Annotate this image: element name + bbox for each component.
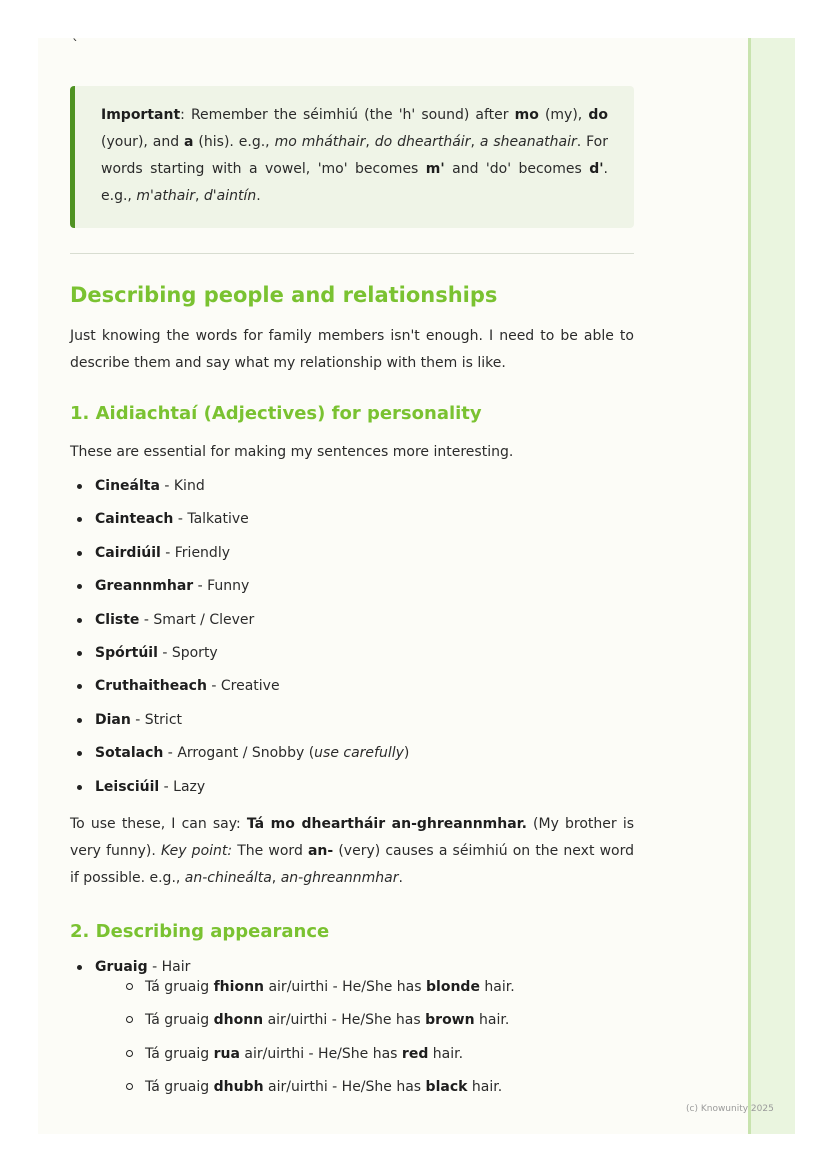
text-run: . For words starting with a vowel, 'mo' becomes [101, 134, 609, 177]
text-run: To use these, I can say: [70, 815, 247, 832]
list-item: Greannmhar - Funny [70, 576, 634, 609]
text-run: m'athair [136, 188, 195, 204]
adjective-meaning: Funny [207, 578, 250, 595]
list-item [95, 1077, 634, 1110]
adjective-term: Cliste [95, 611, 140, 628]
list-item: Spórtúil - Sporty [70, 643, 634, 676]
page-margin-bar [748, 38, 795, 1134]
content-area [70, 86, 634, 1110]
list-item [95, 1044, 634, 1077]
text-run: . e.g., [101, 161, 608, 204]
text-run: a sheanathair [479, 134, 577, 150]
list-item [95, 977, 634, 1010]
adjective-term: Cruthaitheach [95, 678, 207, 695]
adjective-meaning: Strict [144, 711, 183, 728]
list-item: Cruthaitheach - Creative [70, 676, 634, 709]
hair-examples [95, 977, 634, 1111]
text-run: Tá mo dheartháir an-ghreannmhar. [246, 815, 527, 832]
adjective-term: Dian [95, 711, 131, 728]
text-run: an- [307, 842, 334, 859]
irish-colour: rua [213, 1045, 240, 1062]
text-run: a [184, 134, 194, 150]
example-text: hair. [479, 978, 515, 995]
text-run: The word [232, 842, 308, 859]
irish-colour: dhubh [213, 1079, 264, 1096]
text-run: Key point: [160, 842, 233, 859]
adjective-meaning: Smart / Clever [153, 611, 255, 628]
adjective-meaning: Arrogant / Snobby ( [177, 745, 315, 762]
text-run: an-ghreannmhar [280, 869, 399, 886]
text-run: (his). e.g., [193, 134, 275, 150]
personality-heading: 1. Aidiachtaí (Adjectives) for personality [70, 403, 482, 424]
english-colour: black [425, 1079, 468, 1096]
list-item [95, 1010, 634, 1043]
english-colour: blonde [426, 978, 480, 995]
copyright-footer: (c) Knowunity 2025 [686, 1104, 774, 1114]
text-run: , [271, 869, 281, 886]
list-item: Sotalach - Arrogant / Snobby (use carefully) [70, 743, 634, 776]
appearance-heading: 2. Describing appearance [70, 920, 330, 942]
text-run: d' [589, 161, 604, 177]
text-run: and 'do' becomes [444, 161, 590, 177]
example-text: Tá gruaig [145, 978, 214, 995]
list-item: Gruaig - Hair Tá gruaig fhionn air/uirthi - He/She has blonde hair. Tá gruaig dhonn air/uirthi - He/She has brown hair. Tá gruaig rua air/uirthi - He/She has red hair. Tá gruaig dhubh air/uirthi - He/She has black hair. [70, 957, 634, 1111]
adjective-list [70, 476, 634, 810]
section-intro: Just knowing the words for family members isn't enough. I need to be able to describe them and say what my relationship with them is like. [70, 328, 634, 371]
adjective-meaning: Talkative [187, 511, 249, 528]
list-item: Cliste - Smart / Clever [70, 610, 634, 643]
adjective-meaning: Lazy [173, 778, 206, 795]
text-run: . [256, 188, 261, 204]
example-text: hair. [467, 1079, 503, 1096]
text-run: d'aintín [203, 188, 257, 204]
text-run: do [588, 107, 608, 123]
adjective-term: Sotalach [95, 745, 164, 762]
text-run: , [470, 134, 480, 150]
english-colour: brown [425, 1012, 475, 1029]
irish-colour: dhonn [213, 1012, 264, 1029]
text-run: (my), [538, 107, 589, 123]
adjective-note: use carefully [314, 745, 404, 762]
example-text: hair. [428, 1045, 464, 1062]
adjective-term: Greannmhar [95, 578, 194, 595]
important-callout [70, 86, 634, 228]
example-text: air/uirthi - He/She has [264, 978, 427, 995]
list-item: Dian - Strict [70, 710, 634, 743]
example-text: Tá gruaig [145, 1045, 214, 1062]
text-run: mo mháthair [274, 134, 366, 150]
appearance-meaning: Hair [161, 958, 191, 975]
text-run: . [398, 869, 403, 886]
text-run: : Remember the séimhiú (the 'h' sound) after [180, 107, 515, 123]
adjective-term: Spórtúil [95, 644, 158, 661]
usage-paragraph [70, 811, 634, 892]
irish-colour: fhionn [213, 978, 265, 995]
adjective-meaning: Friendly [174, 544, 230, 561]
text-run: Important [101, 107, 181, 123]
list-item: Leisciúil - Lazy [70, 777, 634, 810]
adjective-meaning: Creative [220, 678, 280, 695]
example-text: hair. [474, 1012, 510, 1029]
appearance-term: Gruaig [95, 958, 148, 975]
stray-backtick: ` [72, 38, 79, 54]
section-divider [70, 253, 634, 254]
example-text: Tá gruaig [145, 1079, 214, 1096]
example-text: air/uirthi - He/She has [263, 1079, 426, 1096]
list-item: Cineálta - Kind [70, 476, 634, 509]
text-run: (very) causes a séimhiú on the next word if possible. e.g., [70, 842, 634, 886]
adjective-meaning: Kind [173, 478, 205, 494]
adjective-meaning: Sporty [171, 644, 218, 661]
text-run: , [365, 134, 375, 150]
adjective-term: Cainteach [95, 511, 174, 528]
text-run: an-chineálta [184, 869, 272, 886]
adjective-note-close: ) [403, 745, 410, 762]
list-item: Cainteach - Talkative [70, 509, 634, 542]
text-run: do dheartháir [374, 134, 471, 150]
personality-intro: These are essential for making my sentences more interesting. [70, 444, 514, 460]
example-text: air/uirthi - He/She has [239, 1045, 402, 1062]
list-item: Cairdiúil - Friendly [70, 543, 634, 576]
text-run: m' [425, 161, 445, 177]
english-colour: red [401, 1045, 429, 1062]
callout-text [101, 102, 608, 210]
section-title: Describing people and relationships [70, 283, 498, 307]
adjective-term: Cairdiúil [95, 544, 161, 561]
adjective-term: Leisciúil [95, 778, 160, 795]
text-run: (My brother is very funny). [70, 815, 635, 859]
adjective-term: Cineálta [95, 478, 160, 494]
text-run: (your), and [101, 134, 185, 150]
appearance-list [70, 957, 634, 1111]
example-text: Tá gruaig [145, 1012, 214, 1029]
text-run: mo [514, 107, 539, 123]
example-text: air/uirthi - He/She has [263, 1012, 426, 1029]
text-run: , [194, 188, 204, 204]
